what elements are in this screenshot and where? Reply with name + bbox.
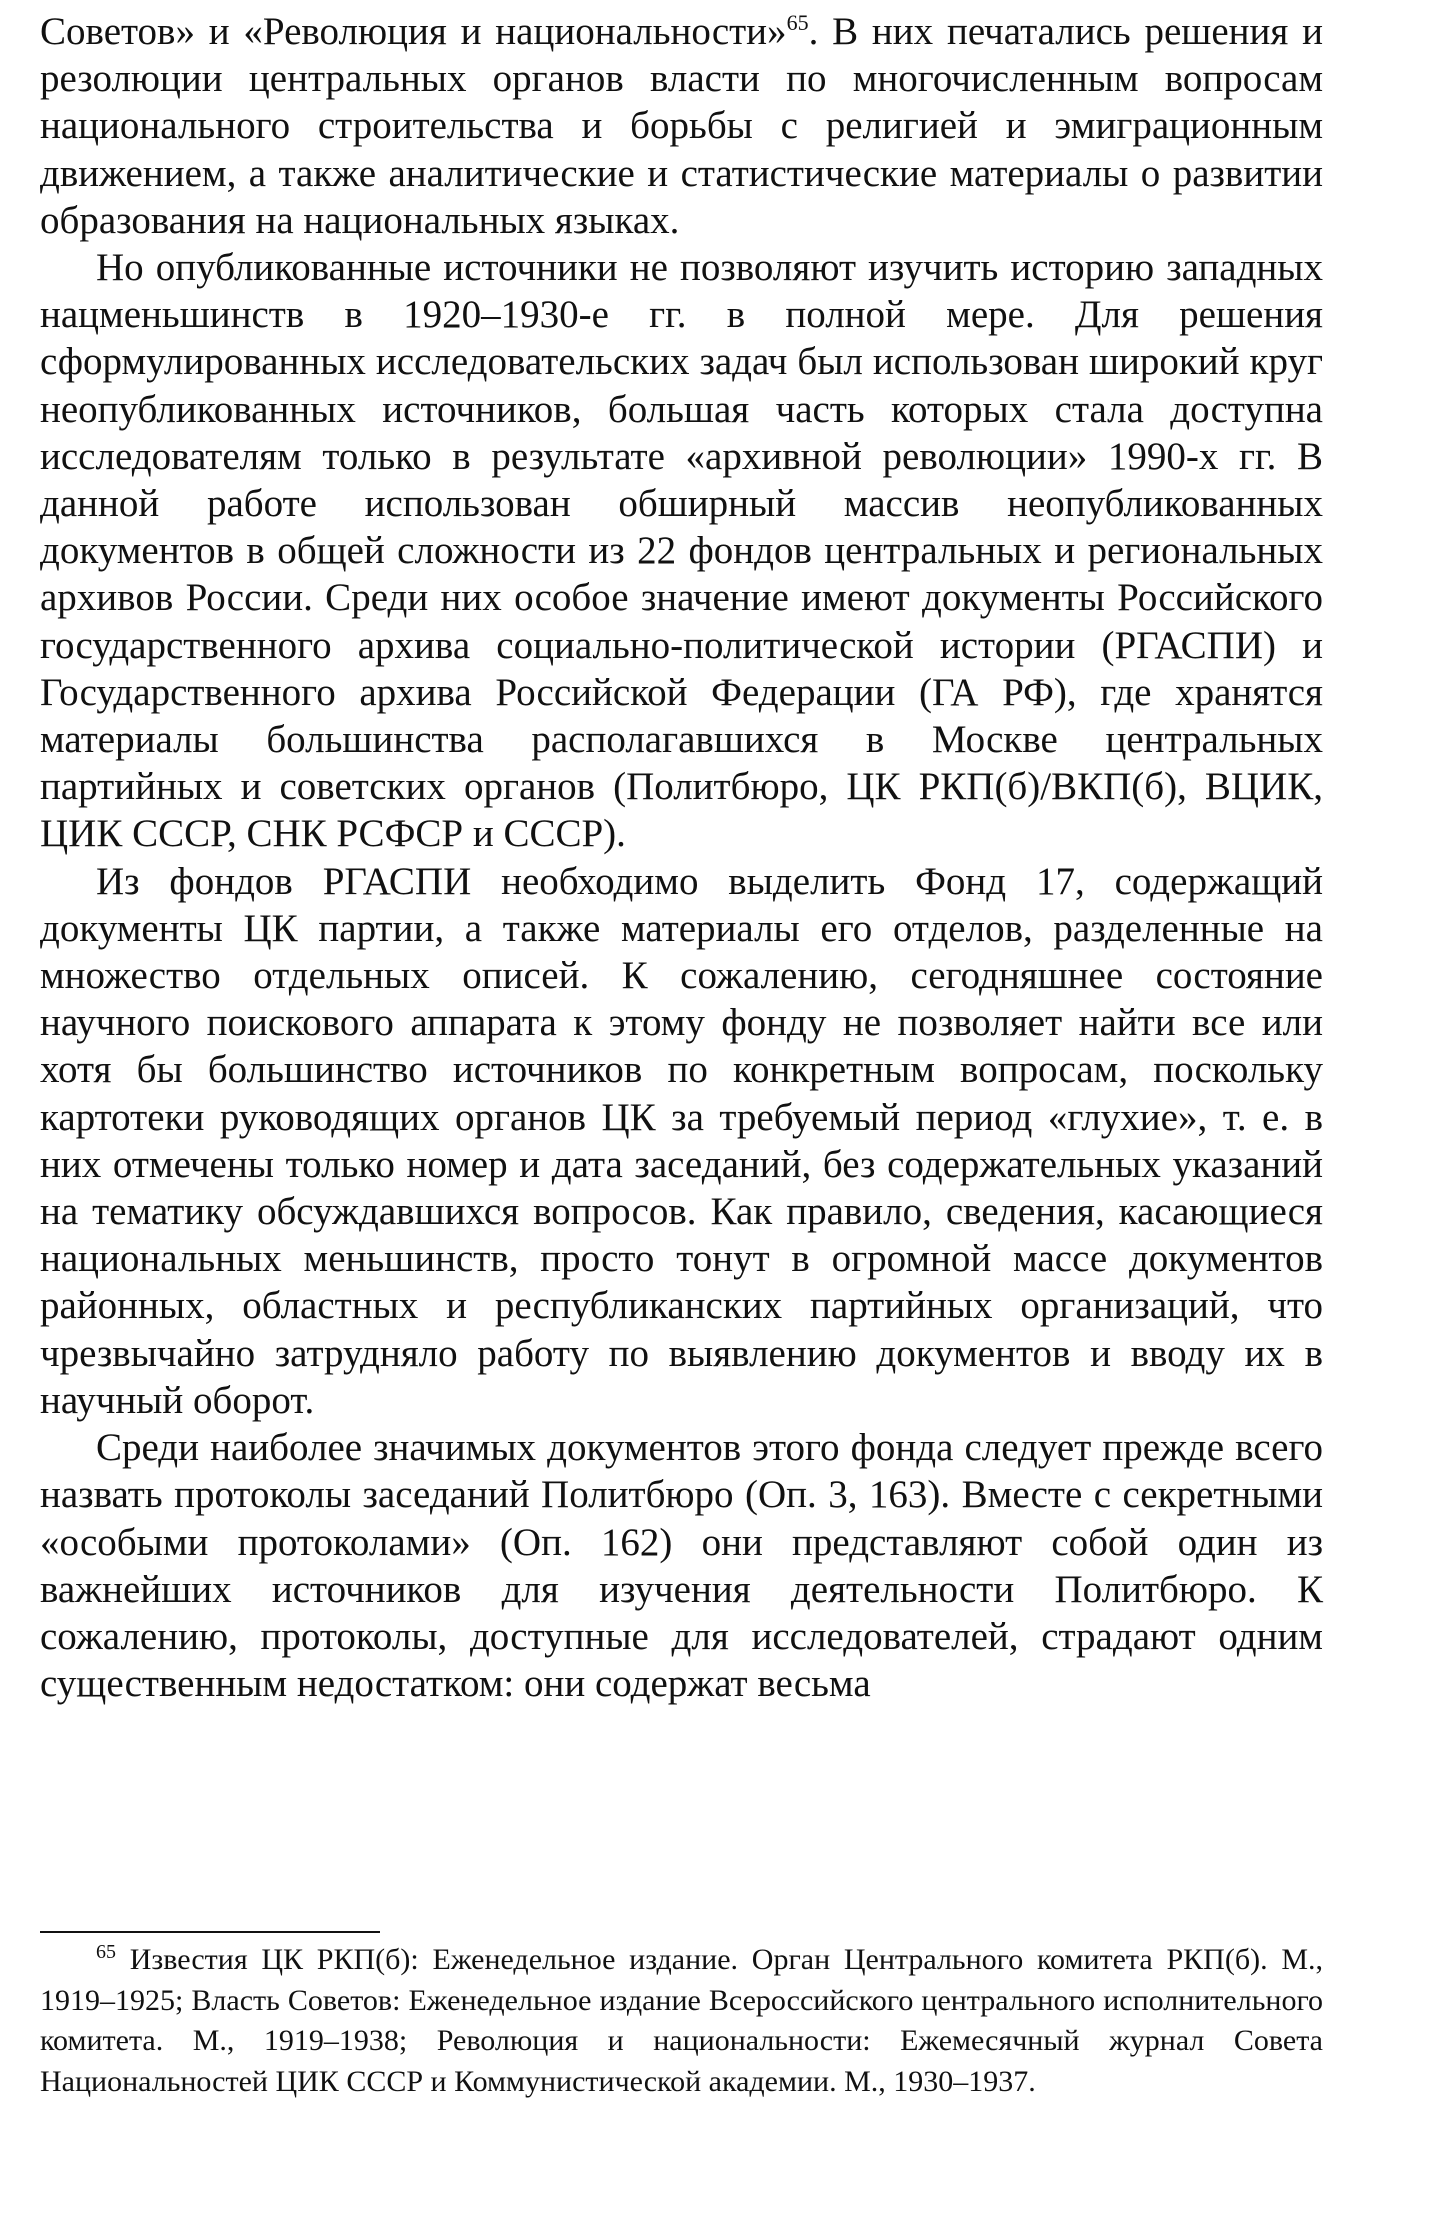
paragraph-2: Но опубликованные источники не позволяют изучить историю западных нацменьшинств в 1920–1930-е гг. в полной мере. Для решения сформулированных исследовательских задач был использован широкий круг неопубликованных источников, большая часть которых стала доступна исследователям только в результате «архивной революции» 1990-х гг. В данной работе использован обширный массив неопубликованных документов в общей сложности из 22 фондов центральных и региональных архивов России. Среди них особое значение имеют документы Российского государственного архива социально-политической истории (РГАСПИ) и Государственного архива Российской Федерации (ГА РФ), где хранятся материалы большинства располагавшихся в Москве центральных партийных и советских органов (Политбюро, ЦК РКП(б)/ВКП(б), ВЦИК, ЦИК СССР, СНК РСФСР и СССР).: [40, 246, 1323, 856]
footnote-65: [40, 1940, 1323, 2102]
footnote-text: Известия ЦК РКП(б): Еженедельное издание. Орган Центрального комитета РКП(б). М., 1919–1925; Власть Советов: Еженедельное издание Всероссийского центрального исполнительного комитета. М., 1919–1938; Революция и национальности: Ежемесячный журнал Совета Национальностей ЦИК СССР и Коммунистической академии. М., 1930–1937.: [40, 1943, 1324, 2098]
paragraph-3: Из фондов РГАСПИ необходимо выделить Фонд 17, содержащий документы ЦК партии, а также материалы его отделов, разделенные на множество отдельных описей. К сожалению, сегодняшнее состояние научного поискового аппарата к этому фонду не позволяет найти все или хотя бы большинство источников по конкретным вопросам, поскольку картотеки руководящих органов ЦК за требуемый период «глухие», т. е. в них отмечены только номер и дата заседаний, без содержательных указаний на тематику обсуждавшихся вопросов. Как правило, сведения, касающиеся национальных меньшинств, просто тонут в огромной массе документов районных, областных и республиканских партийных организаций, что чрезвычайно затрудняло работу по выявлению документов и вводу их в научный оборот.: [40, 859, 1323, 1422]
footnotes: [40, 1940, 1323, 2102]
main-text: [40, 8, 1323, 1707]
footnote-number: 65: [96, 1941, 116, 1963]
paragraph-1: [40, 8, 1323, 244]
paragraph-4: Среди наиболее значимых документов этого фонда следует прежде всего назвать протоколы заседаний Политбюро (Оп. 3, 163). Вместе с секретными «особыми протоколами» (Оп. 162) они представляют собой один из важнейших источников для изучения деятельности Политбюро. К сожалению, протоколы, доступные для исследователей, страдают одним существенным недостатком: они содержат весьма: [40, 1426, 1323, 1706]
footnote-divider: [40, 1931, 380, 1933]
footnote-ref-65: 65: [786, 10, 809, 35]
paragraph-1-text: Советов» и «Революция и национальности»: [40, 10, 787, 53]
paragraph-1-tail: . В них печатались решения и резолюции центральных органов власти по многочисленным вопросам национального строительства и борьбы с религией и эмиграционным движением, а также аналитические и статистические материалы о развитии образования на национальных языках.: [40, 10, 1323, 242]
